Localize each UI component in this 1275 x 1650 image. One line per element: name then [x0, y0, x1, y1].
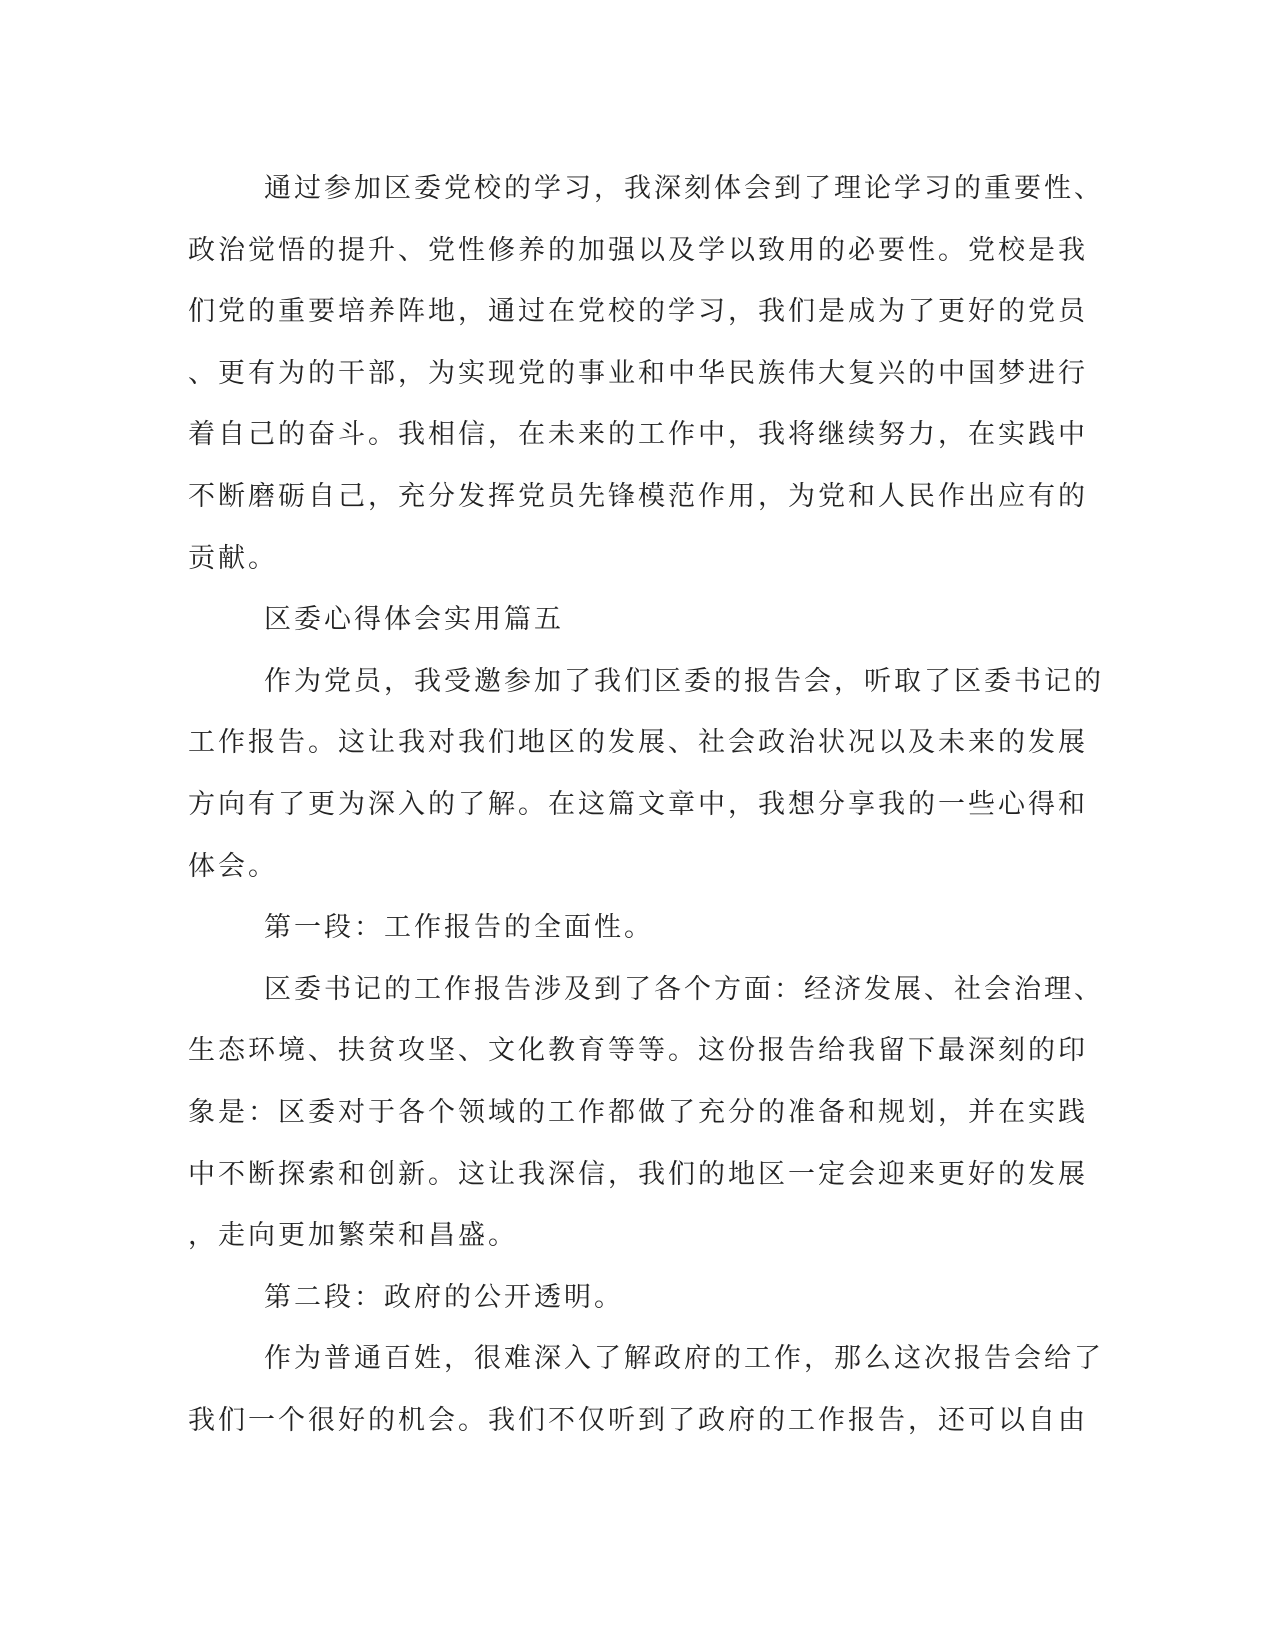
- paragraph-line: 政治觉悟的提升、党性修养的加强以及学以致用的必要性。党校是我: [188, 234, 1088, 266]
- paragraph-line: 生态环境、扶贫攻坚、文化教育等等。这份报告给我留下最深刻的印: [188, 1035, 1088, 1067]
- paragraph-line: 体会。: [188, 850, 278, 882]
- paragraph-line: 作为普通百姓，很难深入了解政府的工作，那么这次报告会给了: [264, 1343, 1104, 1375]
- paragraph-line: 、更有为的干部，为实现党的事业和中华民族伟大复兴的中国梦进行: [188, 357, 1088, 389]
- document-body: [188, 158, 1104, 1451]
- paragraph-line: 不断磨砺自己，充分发挥党员先锋模范作用，为党和人民作出应有的: [188, 480, 1088, 512]
- paragraph-line: 通过参加区委党校的学习，我深刻体会到了理论学习的重要性、: [264, 173, 1104, 204]
- paragraph-line: 着自己的奋斗。我相信，在未来的工作中，我将继续努力，在实践中: [188, 419, 1088, 451]
- subsection-heading: 第二段：政府的公开透明。: [264, 1281, 624, 1313]
- paragraph-line: 们党的重要培养阵地，通过在党校的学习，我们是成为了更好的党员: [188, 296, 1088, 328]
- paragraph-line: 贡献。: [188, 542, 278, 574]
- subsection-heading: 第一段：工作报告的全面性。: [264, 912, 654, 944]
- paragraph-line: 我们一个很好的机会。我们不仅听到了政府的工作报告，还可以自由: [188, 1404, 1088, 1436]
- paragraph-line: 工作报告。这让我对我们地区的发展、社会政治状况以及未来的发展: [188, 727, 1088, 759]
- paragraph-line: 象是：区委对于各个领域的工作都做了充分的准备和规划，并在实践: [188, 1096, 1088, 1128]
- paragraph-line: 中不断探索和创新。这让我深信，我们的地区一定会迎来更好的发展: [188, 1158, 1088, 1190]
- section-heading: 区委心得体会实用篇五: [264, 604, 564, 636]
- paragraph-line: 方向有了更为深入的了解。在这篇文章中，我想分享我的一些心得和: [188, 788, 1088, 820]
- paragraph-line: ，走向更加繁荣和昌盛。: [188, 1220, 518, 1252]
- paragraph-line: 区委书记的工作报告涉及到了各个方面：经济发展、社会治理、: [264, 973, 1104, 1005]
- paragraph-line: 作为党员，我受邀参加了我们区委的报告会，听取了区委书记的: [264, 665, 1104, 697]
